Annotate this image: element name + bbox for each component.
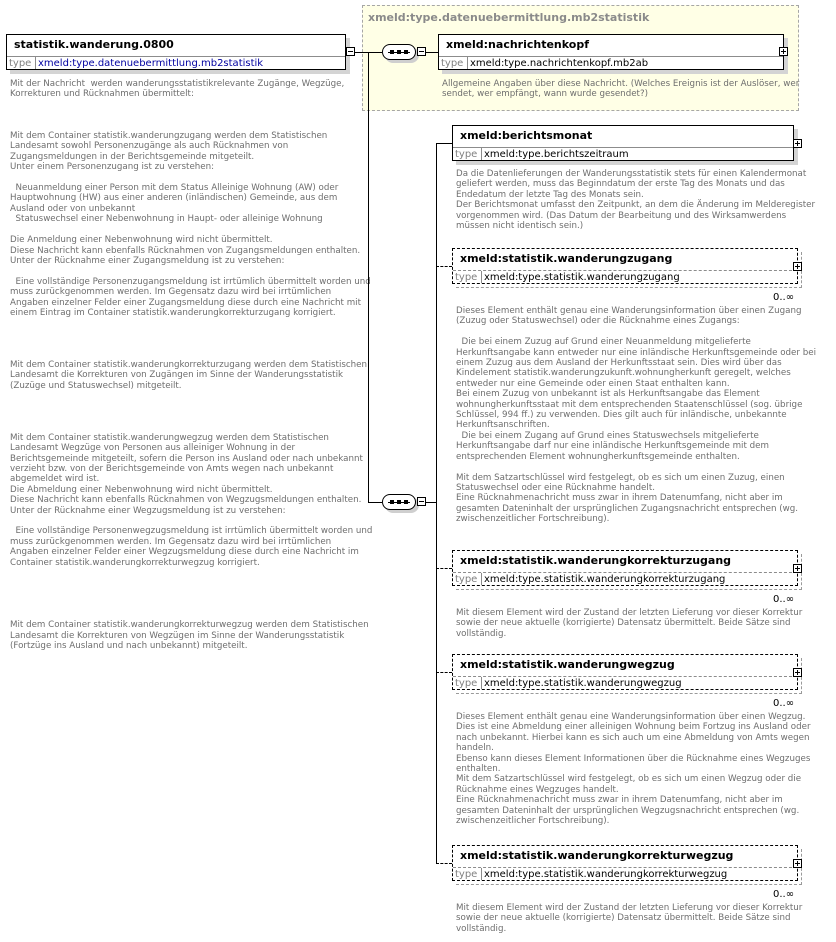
element-name: xmeld:statistik.wanderungzugang (460, 252, 673, 265)
element-name: xmeld:statistik.wanderungkorrekturwegzug (460, 849, 734, 862)
expand-icon[interactable] (793, 262, 802, 271)
root-type-link[interactable]: xmeld:type.datenuebermittlung.mb2statistik (38, 58, 264, 69)
divider (481, 271, 482, 283)
divider (453, 572, 797, 573)
occurrence-label: 0..∞ (773, 594, 795, 605)
element-type: xmeld:type.statistik.wanderungkorrekturwegzug (484, 869, 728, 880)
nachrichtenkopf-documentation: Allgemeine Angaben über diese Nachricht. (Welches Ereignis ist der Auslöser, wer sendet, wer empfängt, wann wurde gesendet?) (442, 79, 800, 100)
wanderungkorrekturwegzug-documentation: Mit diesem Element wird der Zustand der letzten Lieferung vor dieser Korrektur sowie der neue aktuelle (korrigierte) Datensatz übermittelt. Beide Sätze sind vollständig. (456, 903, 803, 934)
root-documentation: Mit der Nachricht werden wanderungsstatistikrelevante Zugänge, Wegzüge, Korrekturen und Rücknahmen übermittelt: Mit dem Container statistik.wanderungzugang werden dem Statistischen Landesamt sowohl Personenzugänge als auch Rücknahmen von Zugangsmeldungen in der Berichtsgemeinde mitgeteilt. Unter einem Personenzugang ist zu verstehen: Neuanmeldung einer Person mit dem Status Alleinige Wohnung (AW) oder Hauptwohnung (HW) aus einer anderen (inländischen) Gemeinde, aus dem Ausland oder von unbekannt Statuswechsel einer Nebenwohnung in Haupt- oder alleinige Wohnung Die Anmeldung einer Nebenwohnung wird nicht übermittelt. Diese Nachricht kann ebenfalls Rücknahmen von Zugangsmeldungen enthalten. Unter der Rücknahme einer Zugangsmeldung ist zu verstehen: Eine vollständige Personenzugangsmeldung ist irrtümlich übermittelt worden und muss zurückgenommen werden. Im Gegensatz dazu wird bei irrtümlichen Angaben einzelner Felder einer Zugangsmeldung diese durch eine Nachricht mit einem Eintrag im Container statistik.wanderungkorrekturzugang korrigiert. Mit dem Container statistik.wanderungkorrekturzugang werden dem Statistischen Landesamt die Korrekturen von Zugängen im Sinne der Wanderungsstatistik (Zuzüge und Statuswechsel) mitgeteilt. Mit dem Container statistik.wanderungwegzug werden dem Statistischen Landesamt Wegzüge von Personen aus alleiniger Wohnung in der Berichtsgemeinde mitgeteilt, sofern die Person ins Ausland oder nach unbekannt verzieht bzw. von der Berichtsgemeinde von Amts wegen nach unbekannt abgemeldet wird ist. Die Abmeldung einer Nebenwohnung wird nicht übermittelt. Diese Nachricht kann ebenfalls Rücknahmen von Wegzugsmeldungen enthalten. Unter der Rücknahme einer Wegzugsmeldung ist zu verstehen: Eine vollständige Personenwegzugsmeldung ist irrtümlich übermittelt worden und muss zurückgenommen werden. Im Gegensatz dazu wird bei irrtümlichen Angaben einzelner Felder einer Wegzugsmeldung diese durch eine Nachricht im Container statistik.wanderungkorrekturwegzug korrigiert. Mit dem Container statistik.wanderungkorrekturwegzug werden dem Statistischen Landesamt die Korrekturen von Wegzügen im Sinne der Wanderungsstatistik (Fortzüge ins Ausland und nach unbekannt) mitgeteilt. (10, 79, 373, 651)
connector-line (368, 52, 369, 502)
element-type: xmeld:type.statistik.wanderungwegzug (484, 678, 682, 689)
connector-line (436, 143, 452, 144)
connector-line (436, 672, 452, 673)
connector-line (436, 863, 452, 864)
connector-line (436, 143, 437, 863)
wanderungkorrekturzugang-element-box[interactable] (452, 550, 798, 586)
connector-line (426, 502, 436, 503)
expand-icon[interactable] (793, 859, 802, 868)
expand-icon[interactable] (793, 564, 802, 573)
element-name: xmeld:statistik.wanderungkorrekturzugang (460, 554, 732, 567)
connector-line (436, 568, 452, 569)
divider (35, 57, 36, 69)
type-label: type (455, 678, 478, 689)
wanderungzugang-documentation: Dieses Element enthält genau eine Wanderungsinformation über einen Zugang (Zuzug oder Statuswechsel) oder die Rücknahme eines Zugangs: Die bei einem Zuzug auf Grund einer Neuanmeldung mitgelieferte Herkunftsangabe kann entweder nur eine inländische Herkunftsgemeinde oder bei einem Zuzug aus dem Ausland der Herkunftsstaat sein. Dies wird über das Kindelement statistik.wanderungzukunft.wohnungherkunft geregelt, welches entweder nur eine Gemeinde oder einen Staat enthalten kann. Bei einem Zuzug von unbekannt ist als Herkunftsangabe das Element wohnungherkunftsstaat mit dem entsprechenden Staatenschlüssel (sog. übrige Schlüssel, 994 ff.) zu verwenden. Dies gilt auch für inländische, unbekannte Herkunftsanschriften. Die bei einem Zugang auf Grund eines Statuswechsels mitgelieferte Herkunftsangabe darf nur eine inländische Herkunftsgemeinde mit dem entsprechenden Element wohnungherkunftsgemeinde enthalten. Mit dem Satzartschlüssel wird festgelegt, ob es sich um einen Zuzug, einen Statuswechsel oder eine Rücknahme handelt. Eine Rücknahmenachricht muss zwar in ihrem Datenumfang, nicht aber im gesamten Dateninhalt der ursprünglichen Zugangsnachricht entsprechen (wg. zwischenzeitlicher Fortschreibung). (456, 306, 816, 525)
type-label: type (455, 574, 478, 585)
occurrence-label: 0..∞ (773, 889, 795, 900)
group-title: xmeld:type.datenuebermittlung.mb2statistik (368, 11, 650, 24)
root-element-name: statistik.wanderung.0800 (14, 38, 174, 51)
element-name: xmeld:statistik.wanderungwegzug (460, 658, 675, 671)
element-type: xmeld:type.statistik.wanderungzugang (484, 272, 680, 283)
type-label: type (455, 149, 478, 160)
element-type: xmeld:type.nachrichtenkopf.mb2ab (470, 58, 649, 69)
divider (453, 147, 793, 148)
connector-line (368, 502, 382, 503)
divider (453, 676, 797, 677)
divider (439, 56, 783, 57)
sequence-compositor-icon (382, 44, 416, 60)
element-type: xmeld:type.statistik.wanderungkorrekturzugang (484, 574, 726, 585)
connector-line (436, 266, 452, 267)
element-type: xmeld:type.berichtszeitraum (484, 149, 629, 160)
divider (481, 868, 482, 880)
wanderungzugang-element-box[interactable] (452, 248, 798, 284)
occurrence-label: 0..∞ (773, 292, 795, 303)
divider (481, 677, 482, 689)
element-name: xmeld:berichtsmonat (460, 129, 593, 142)
wanderungkorrekturzugang-documentation: Mit diesem Element wird der Zustand der letzten Lieferung vor dieser Korrektur sowie der neue aktuelle (korrigierte) Datensatz übermittelt. Beide Sätze sind vollständig. (456, 608, 803, 639)
divider (7, 56, 345, 57)
expand-icon[interactable] (793, 139, 802, 148)
expand-icon[interactable] (793, 668, 802, 677)
berichtsmonat-documentation: Da die Datenlieferungen der Wanderungsstatistik stets für einen Kalendermonat geliefert werden, muss das Beginndatum der erste Tag des Monats und das Endedatum der letzte Tag des Monats sein. Der Berichtsmonat umfasst den Zeitpunkt, an dem die Änderung im Melderegister vorgenommen wird. (Das Datum der Bearbeitung und des Wirksamwerdens müssen nicht identisch sein.) (456, 169, 816, 232)
collapse-icon[interactable] (417, 47, 426, 56)
wanderungwegzug-documentation: Dieses Element enthält genau eine Wanderungsinformation über einen Wegzug. Dies ist eine Abmeldung einer alleinigen Wohnung beim Fortzug ins Ausland oder nach unbekannt. Hierbei kann es sich auch um eine Abmeldung von Amts wegen handeln. Ebenso kann dieses Element Informationen über die Rücknahme eines Wegzuges enthalten. Mit dem Satzartschlüssel wird festgelegt, ob es sich um einen Wegzug oder die Rücknahme eines Wegzuges handelt. Eine Rücknahmenachricht muss zwar in ihrem Datenumfang, nicht aber im gesamten Dateninhalt der ursprünglichen Wegzugsnachricht entsprechen (wg. zwischenzeitlicher Fortschreibung). (456, 712, 811, 827)
type-label: type (441, 58, 464, 69)
divider (453, 867, 797, 868)
nachrichtenkopf-element-box[interactable] (438, 34, 784, 70)
collapse-icon[interactable] (346, 47, 355, 56)
wanderungwegzug-element-box[interactable] (452, 654, 798, 690)
connector-line (426, 52, 438, 53)
sequence-compositor-icon (382, 494, 416, 510)
type-label: type (9, 58, 32, 69)
collapse-icon[interactable] (417, 497, 426, 506)
berichtsmonat-element-box[interactable] (452, 125, 794, 161)
divider (481, 573, 482, 585)
divider (453, 270, 797, 271)
root-element-box[interactable] (6, 34, 346, 70)
divider (467, 57, 468, 69)
expand-icon[interactable] (779, 47, 788, 56)
wanderungkorrekturwegzug-element-box[interactable] (452, 845, 798, 881)
divider (481, 148, 482, 160)
element-name: xmeld:nachrichtenkopf (446, 38, 589, 51)
type-label: type (455, 869, 478, 880)
occurrence-label: 0..∞ (773, 698, 795, 709)
type-label: type (455, 272, 478, 283)
